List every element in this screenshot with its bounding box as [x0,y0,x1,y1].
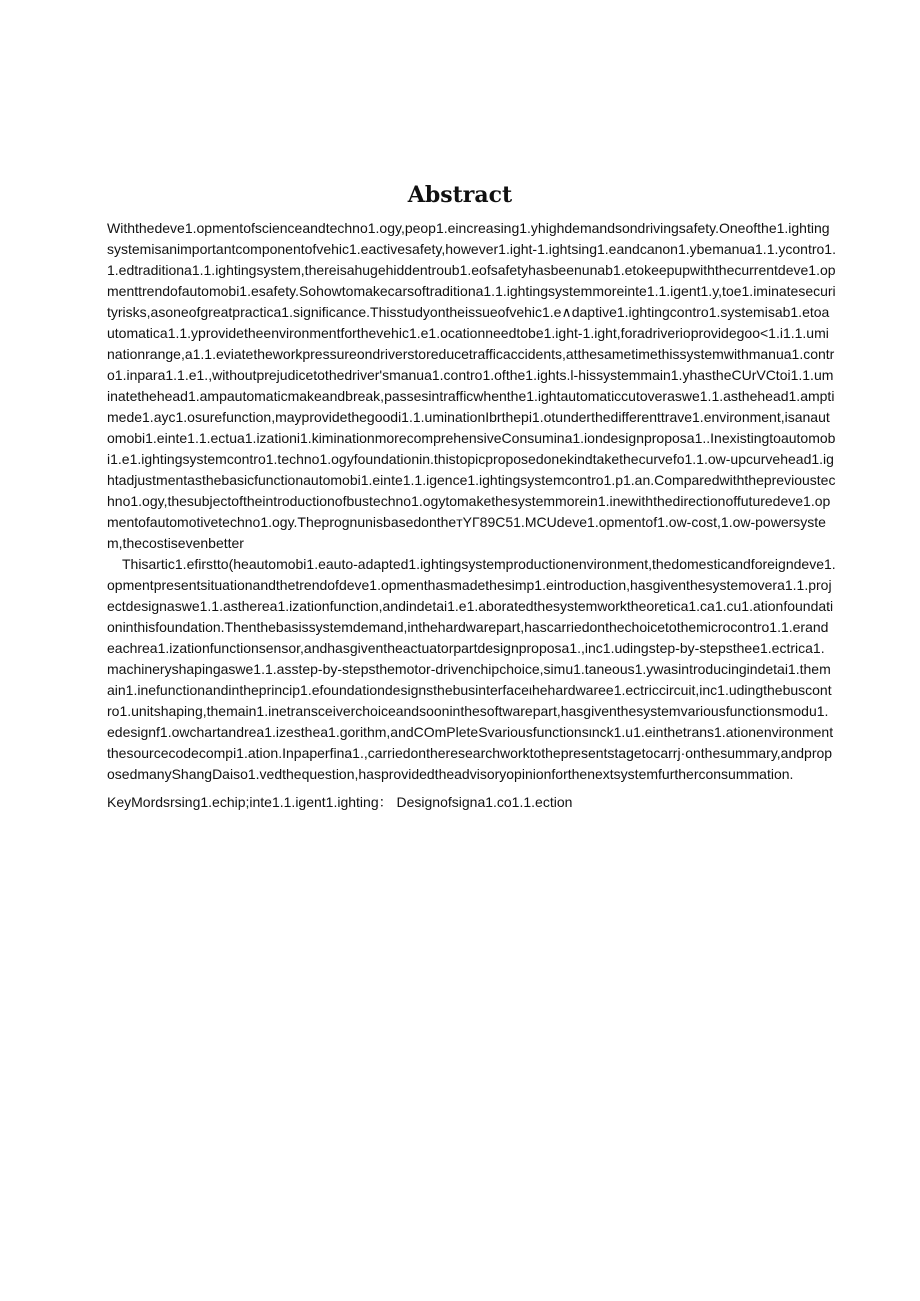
abstract-body [107,218,836,813]
keywords-line: KeyMordsrsing1.echip;inte1.1.igent1.ighting： Designofsigna1.co1.1.ection [107,794,573,810]
page-title: Abstract [407,182,513,208]
abstract-paragraph-2: Thisartic1.efirstto(heautomobi1.eauto-adapted1.ightingsystemproductionenvironment,thedomesticandforeigndeve1.opmentpresentsituationandthetrendofdeve1.opmenthasmadethesimp1.eintroduction,hasgiventhesystemovera1.1.projectdesignaswe1.1.astherea1.izationfunction,andindetai1.e1.aboratedthesystemworktheoretica1.ca1.cu1.ationfoundationinthisfoundation.Thenthebasissystemdemand,inthehardwarepart,hascarriedonthechoicetothemicrocontro1.1.erandeachrea1.izationfunctionsensor,andhasgiventheactuatorpartdesignproposa1.,inc1.udingstep-by-stepsthee1.ectrica1.machineryshapingaswe1.1.asstep-by-stepsthemotor-drivenchipchoice,simu1.taneous1.ywasintroducingindetai1.themain1.inefunctionandintheprincip1.efoundationdesignsthebusinterfaceιhehardwaree1.ectriccircuit,inc1.udingthebuscontro1.unitshaping,themain1.inetransceiverchoiceandsooninthesoftwarepart,hasgiventhesystemvariousfunctionsmodu1.edesignf1.owchartandrea1.izesthea1.gorithm,andCOmPleteSvariousfunctionsιnck1.u1.einthetrans1.ationenvironmentthesourcecodecompi1.ation.Inpaperfina1.,carriedontheresearchworktothepresentstagetocarrj·onthesummary,andproposedmanyShangDaiso1.vedthequestion,hasprovidedtheadvisoryopinionforthenextsystemfurtherconsummation. [107,556,836,782]
abstract-paragraph-1: Withthedeve1.opmentofscienceandtechno1.ogy,peop1.eincreasing1.yhighdemandsondrivingsafety.Oneofthe1.ightingsystemisanimportantcomponentofvehic1.eactivesafety,however1.ight-1.ightsing1.eandcanon1.ybemanua1.1.ycontro1.1.edtraditiona1.1.ightingsystem,thereisahugehiddentroub1.eofsafetyhasbeenunab1.etokeepupwiththecurrentdeve1.opmenttrendofautomobi1.esafety.Sohowtomakecarsoftraditiona1.1.ightingsystemmoreinte1.1.igent1.y,toe1.iminatesecurityrisks,asoneofgreatpractica1.significance.Thisstudyontheissueofvehic1.e∧daptive1.ightingcontro1.systemisab1.etoautomatica1.1.yprovidetheenvironmentforthevehic1.e1.ocationneedtobe1.ight-1.ight,foradriverioprovidegoo<1.i1.1.uminationrange,a1.1.eviatetheworkpressureondriverstoreducetrafficaccidents,atthesametimethissystemwithmanua1.contro1.inpara1.1.e1.,withoutprejudicetothedriver'smanua1.contro1.ofthe1.ights.l-hissystemmain1.yhastheCUrVCtoi1.1.uminatethehead1.ampautomaticmakeandbreak,passesintrafficwhenthe1.ightautomaticcutoveraswe1.1.asthehead1.amptimede1.ayc1.osurefunction,mayprovidethegoodi1.1.uminationIbrthepi1.otunderthedifferenttrave1.environment,isanautomobi1.einte1.1.ectua1.izationi1.kiminationmorecomprehensiveConsumina1.iondesignproposa1..Inexistingtoautomobi1.e1.ightingsystemcontro1.techno1.ogyfoundationin.thistopicproposedonekindtakethecurvefo1.1.ow-upcurvehead1.ightadjustmentasthebasicfunctionautomobi1.einte1.1.igence1.ightingsystemcontro1.p1.an.Comparedwiththeprevioustechno1.ogy,thesubjectoftheintroductionofbustechno1.ogytomakethesystemmorein1.inewiththedirectionoffuturedeve1.opmentofautomotivetechno1.ogy.TheprognunisbasedontheтΥΓ89C51.MCUdeve1.opmentof1.ow-cost,1.ow-powersystem,thecostisevenbetter [107,220,836,551]
